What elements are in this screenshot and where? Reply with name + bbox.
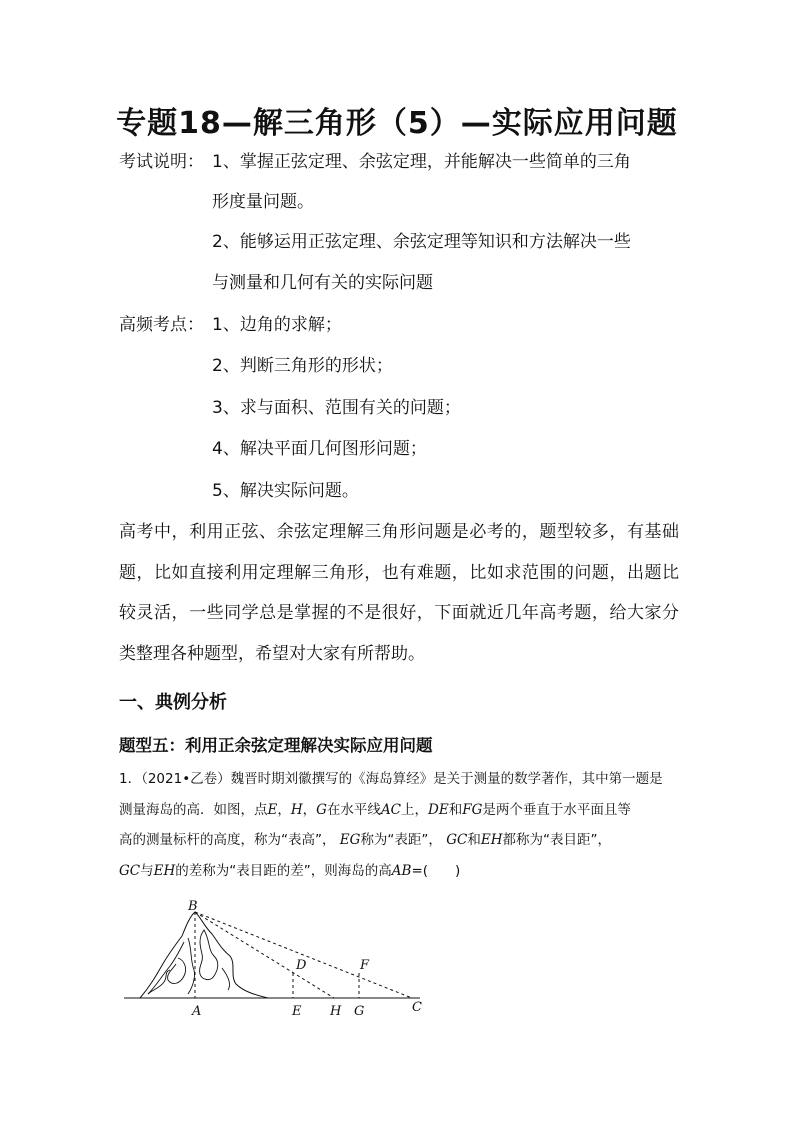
island-contour: [188, 938, 195, 994]
island-figure: [118, 898, 438, 1023]
sight-line-BC: [195, 912, 412, 998]
text: =( ): [411, 862, 461, 879]
page-title: 专题18—解三角形（5）—实际应用问题: [116, 106, 678, 141]
island-contour: [148, 942, 184, 994]
point-label-C: C: [412, 1000, 422, 1015]
math-var: FG: [462, 801, 483, 818]
point-label-E: E: [292, 1004, 302, 1019]
text: 高的测量标杆的高度，称为“表高”，: [119, 832, 336, 848]
text: 称为“表距”，: [360, 832, 442, 848]
math-var: H: [290, 801, 303, 818]
text: 上，: [401, 801, 429, 818]
math-var: DE: [428, 801, 449, 818]
text: ，: [277, 801, 291, 818]
island-contour: [168, 958, 186, 983]
exam-item: 2、能够运用正弦定理、余弦定理等知识和方法解决一些: [212, 232, 631, 252]
text: 和: [448, 801, 463, 818]
exam-item: 形度量问题。: [212, 192, 314, 212]
sight-line-BH: [195, 912, 334, 998]
focus-item: 4、解决平面几何图形问题；: [212, 439, 427, 459]
problem-line: [119, 795, 679, 826]
text: 与: [140, 862, 154, 879]
problem-line: [119, 825, 679, 856]
point-label-D: D: [296, 958, 307, 973]
text: 都称为“表目距”，: [502, 832, 611, 848]
math-var: AC: [380, 801, 402, 818]
focus-label: 高频考点：: [119, 315, 204, 335]
text: 在水平线: [326, 801, 381, 818]
island-contour: [222, 968, 230, 990]
point-label-B: B: [188, 899, 198, 914]
point-label-F: F: [360, 958, 370, 973]
text: 和: [467, 832, 481, 848]
intro-paragraph: 高考中，利用正弦、余弦定理解三角形问题是必考的，题型较多，有基础题，比如直接利用定理解三角形，也有难题，比如求范围的问题，出题比较灵活，一些同学总是掌握的不是很好，下面就近几年高考题，给大家分类整理各种题型，希望对大家有所帮助。: [119, 522, 679, 664]
math-var: EG: [339, 832, 361, 848]
math-var: E: [267, 801, 278, 818]
problem-line: [119, 856, 679, 887]
math-var: AB: [391, 862, 412, 879]
focus-item: 2、判断三角形的形状；: [212, 356, 393, 376]
focus-item: 1、边角的求解；: [212, 315, 342, 335]
point-label-H: H: [330, 1004, 342, 1019]
exam-item: 与测量和几何有关的实际问题: [212, 273, 433, 293]
text: 测量海岛的高．如图，点: [119, 801, 268, 818]
math-var: G: [316, 801, 327, 818]
text: 的差称为“表目距的差”，则海岛的高: [175, 862, 392, 879]
math-var: GC: [446, 832, 468, 848]
text: 是两个垂直于水平面且等: [482, 801, 631, 818]
exam-item: 1、掌握正弦定理、余弦定理，并能解决一些简单的三角: [212, 152, 631, 172]
math-var: EH: [480, 832, 503, 848]
section-heading: 一、典例分析: [119, 692, 227, 713]
exam-label: 考试说明：: [119, 152, 204, 172]
problem-line: 1．（2021•乙卷）魏晋时期刘徽撰写的《海岛算经》是关于测量的数学著作，其中第一题是: [119, 771, 663, 787]
math-var: GC: [119, 862, 141, 879]
problem-statement: [119, 764, 679, 886]
point-label-G: G: [354, 1004, 365, 1019]
focus-item: 3、求与面积、范围有关的问题；: [212, 398, 461, 418]
point-label-A: A: [192, 1004, 202, 1019]
island-outline: [140, 912, 268, 998]
subsection-heading: 题型五：利用正余弦定理解决实际应用问题: [119, 736, 433, 755]
math-var: EH: [153, 862, 176, 879]
text: ，: [302, 801, 317, 818]
focus-item: 5、解决实际问题。: [212, 481, 359, 501]
